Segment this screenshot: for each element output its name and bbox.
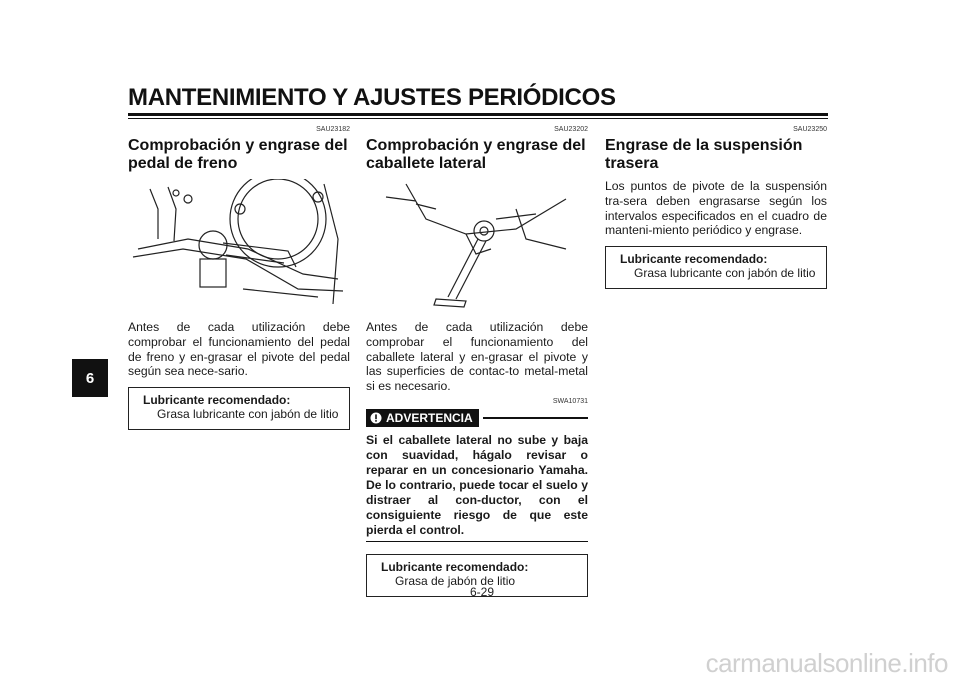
section-rear-suspension <box>605 122 827 289</box>
lubricant-title: Lubricante recomendado: <box>143 393 291 408</box>
header-rule <box>128 113 828 116</box>
lubricant-box <box>128 387 350 430</box>
warning-text: Si el caballete lateral no sube y baja con suavidad, hágalo revisar o reparar en un concesionario Yamaha. De lo contrario, puede tocar el suelo y distraer al con-ductor, con el consiguiente riesgo de que este pierda el control. <box>366 432 588 537</box>
warning-label-box <box>366 409 479 427</box>
section-title-line2: caballete lateral <box>366 155 487 172</box>
watermark: carmanualsonline.info <box>705 648 948 678</box>
page-number: 6-29 <box>470 585 495 599</box>
lubricant-title: Lubricante recomendado: <box>620 252 768 267</box>
sidestand-text: Antes de cada utilización debe comprobar el funcionamiento del caballete lateral y en-grasar el pivote y las superficies de contac-to metal-metal si es necesario. <box>366 320 588 394</box>
lubricant-box <box>605 246 827 289</box>
section-title-line2: trasera <box>605 155 659 172</box>
lubricant-title: Lubricante recomendado: <box>381 559 529 574</box>
lubricant-value: Grasa lubricante con jabón de litio <box>634 266 816 281</box>
warning-icon <box>370 412 382 424</box>
section-title-line1: Comprobación y engrase del <box>128 137 348 154</box>
header-rule-thin <box>128 118 828 119</box>
section-sidestand <box>366 122 588 597</box>
section-brake-pedal <box>128 122 350 430</box>
warning-header <box>366 409 588 427</box>
section-title <box>605 137 827 173</box>
warning-rule <box>483 417 588 419</box>
section-title-line2: pedal de freno <box>128 155 238 172</box>
warning-bottom-rule <box>366 541 588 542</box>
section-code: SAU23250 <box>793 126 827 133</box>
section-code: SAU23202 <box>554 126 588 133</box>
warning-code: SWA10731 <box>552 397 588 405</box>
section-code: SAU23182 <box>316 126 350 133</box>
warning-label: ADVERTENCIA <box>386 410 473 425</box>
section-title-line1: Engrase de la suspensión <box>605 137 803 154</box>
sidestand-illustration <box>366 179 588 314</box>
page-title: MANTENIMIENTO Y AJUSTES PERIÓDICOS <box>128 84 616 111</box>
rear-suspension-text: Los puntos de pivote de la suspensión tra-sera deben engrasarse según los intervalos especificados en el cuadro de manteni-miento periódico y engrase. <box>605 179 827 238</box>
lubricant-value: Grasa lubricante con jabón de litio <box>157 407 339 422</box>
section-title-line1: Comprobación y engrase del <box>366 137 586 154</box>
lubricant-value: Grasa de jabón de litio <box>395 573 516 588</box>
section-title <box>366 137 588 173</box>
brake-pedal-illustration <box>128 179 350 314</box>
section-title <box>128 137 350 173</box>
brake-pedal-text: Antes de cada utilización debe comprobar el funcionamiento del pedal de freno y en-grasar el pivote del pedal según sea nece-sario. <box>128 320 350 379</box>
chapter-tab: 6 <box>72 359 108 397</box>
